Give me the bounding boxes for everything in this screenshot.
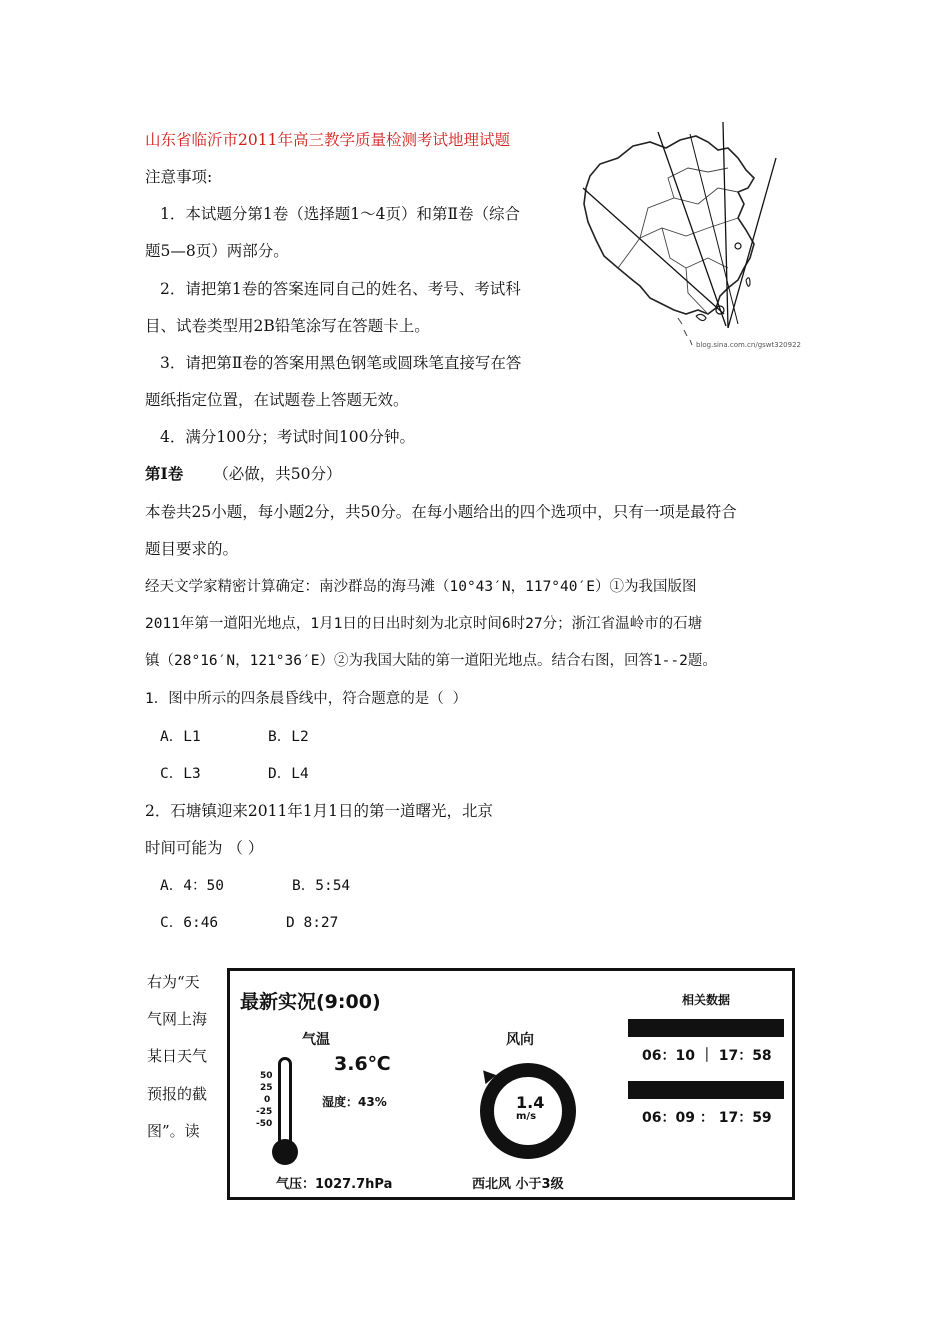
humidity: 湿度：43%: [322, 1095, 387, 1109]
side-text-line: 图”。读: [147, 1122, 200, 1140]
doc-title: 山东省临沂市2011年高三教学质量检测考试地理试题: [145, 131, 510, 149]
section-note: （必做，共50分）: [213, 465, 342, 483]
wind-unit: m/s: [516, 1111, 537, 1122]
q1-option-c: C．L3: [160, 766, 201, 782]
side-text-line: 预报的截: [147, 1085, 208, 1103]
south-sea-dashes: [678, 318, 692, 345]
hainan-island: [696, 314, 706, 320]
passage-line: 经天文学家精密计算确定：南沙群岛的海马滩（10°43′N，117°40′E）①为我国版图: [145, 579, 697, 595]
wind-desc: 西北风 小于3级: [472, 1177, 564, 1192]
instruction-line: 题目要求的。: [145, 540, 239, 558]
wind-label: 风向: [506, 1032, 534, 1048]
note-line: 4．满分100分；考试时间100分钟。: [160, 428, 416, 446]
temp-value: 3.6℃: [334, 1053, 391, 1075]
note-line: 题纸指定位置，在试题卷上答题无效。: [145, 391, 409, 409]
passage-line: 2011年第一道阳光地点，1月1日的日出时刻为北京时间6时27分；浙江省温岭市的石塘: [145, 616, 703, 632]
china-map-svg: [578, 118, 810, 356]
q2-option-c: C．6:46: [160, 915, 219, 931]
scale-label: 50: [260, 1071, 273, 1081]
question-2-stem-cont: 时间可能为 （ ）: [145, 839, 264, 857]
wind-speed: 1.4: [516, 1093, 545, 1112]
sunrise-bar-1: [628, 1019, 784, 1037]
side-text-line: 右为“天: [147, 973, 200, 991]
scale-label: 25: [260, 1083, 273, 1093]
q2-option-a: A．4：50: [160, 878, 224, 894]
note-line: 1．本试题分第1卷（选择题1～4页）和第Ⅱ卷（综合: [160, 205, 520, 223]
q2-option-d: D 8:27: [286, 915, 339, 931]
passage-line: 镇（28°16′N，121°36′E）②为我国大陆的第一道阳光地点。结合右图，回答1--2题。: [145, 653, 717, 669]
pressure: 气压：1027.7hPa: [276, 1177, 393, 1192]
thermometer-bulb: [272, 1139, 298, 1165]
weather-header: 最新实况(9:00): [240, 991, 381, 1013]
sunrise-bar-2: [628, 1081, 784, 1099]
section-title: 第Ⅰ卷: [145, 464, 184, 483]
weather-screenshot: [227, 968, 795, 1200]
point-2: [735, 243, 741, 249]
section-header: [145, 464, 342, 484]
sun-times-row-1: 06：10 ｜ 17：58: [642, 1048, 772, 1064]
line-l1: [583, 188, 724, 314]
line-l4: [728, 158, 776, 328]
q2-option-b: B．5:54: [292, 878, 351, 894]
side-text-line: 气网上海: [147, 1010, 208, 1028]
map-watermark: blog.sina.com.cn/gswt320922: [696, 341, 801, 349]
china-map-figure: [578, 118, 810, 356]
temp-label: 气温: [302, 1032, 330, 1048]
taiwan-island: [746, 278, 750, 287]
note-line: 题5—8页）两部分。: [145, 242, 289, 260]
q1-option-b: B．L2: [268, 729, 309, 745]
note-line: 2．请把第1卷的答案连同自己的姓名、考号、考试科: [160, 280, 521, 298]
q1-option-d: D．L4: [268, 766, 309, 782]
instruction-line: 本卷共25小题，每小题2分，共50分。在每小题给出的四个选项中，只有一项是最符合: [145, 503, 737, 521]
sun-times-row-2: 06：09 ： 17：59: [642, 1110, 772, 1126]
question-2-stem: 2．石塘镇迎来2011年1月1日的第一道曙光，北京: [145, 802, 494, 820]
line-l3: [723, 122, 728, 328]
scale-label: -50: [256, 1119, 273, 1129]
scale-label: -25: [256, 1107, 273, 1117]
question-1-stem: 1．图中所示的四条晨昏线中，符合题意的是（ ）: [145, 691, 467, 707]
line-extra: [690, 134, 738, 324]
note-line: 目、试卷类型用2B铅笔涂写在答题卡上。: [145, 317, 430, 335]
related-data-label: 相关数据: [682, 993, 731, 1007]
side-text-line: 某日天气: [147, 1047, 208, 1065]
scale-label: 0: [264, 1095, 271, 1105]
notice-heading: 注意事项:: [145, 168, 213, 186]
note-line: 3．请把第Ⅱ卷的答案用黑色钢笔或圆珠笔直接写在答: [160, 354, 522, 372]
q1-option-a: A．L1: [160, 729, 201, 745]
